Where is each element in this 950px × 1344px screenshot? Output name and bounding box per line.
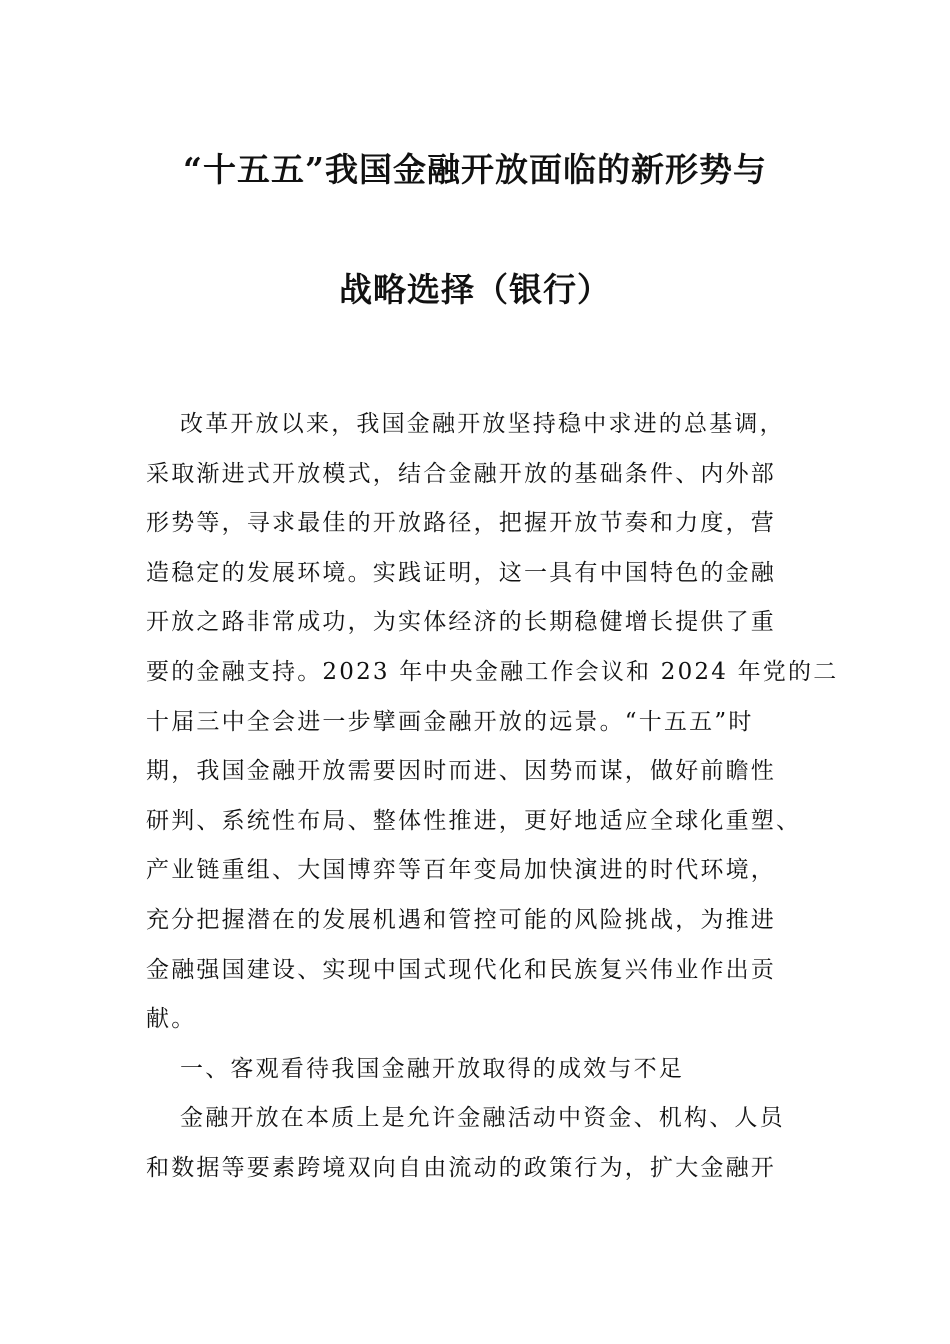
- document-title-line-1: “十五五”我国金融开放面临的新形势与: [183, 150, 767, 189]
- document-body: [146, 400, 839, 1194]
- paragraph-1-line: 十届三中全会进一步擘画金融开放的远景。“十五五”时: [146, 708, 754, 735]
- paragraph-1-line: 献。: [146, 1006, 197, 1033]
- paragraph-1-line: 造稳定的发展环境。实践证明，这一具有中国特色的金融: [146, 559, 776, 586]
- paragraph-2-line: 金融开放在本质上是允许金融活动中资金、机构、人员: [180, 1105, 785, 1132]
- paragraph-1-line: 产业链重组、大国博弈等百年变局加快演进的时代环境，: [146, 857, 776, 884]
- paragraph-1-line: 改革开放以来，我国金融开放坚持稳中求进的总基调，: [180, 411, 785, 437]
- paragraph-1-line: 研判、系统性布局、整体性推进，更好地适应全球化重塑、: [146, 807, 802, 834]
- paragraph-1-line: 金融强国建设、实现中国式现代化和民族复兴伟业作出贡: [146, 956, 776, 983]
- paragraph-1-line: 采取渐进式开放模式，结合金融开放的基础条件、内外部: [146, 460, 776, 487]
- paragraph-1-line: 充分把握潜在的发展机遇和管控可能的风险挑战，为推进: [146, 906, 776, 933]
- paragraph-1-line: 形势等，寻求最佳的开放路径，把握开放节奏和力度，营: [146, 510, 776, 537]
- paragraph-1-line: 期，我国金融开放需要因时而进、因势而谋，做好前瞻性: [146, 758, 776, 785]
- paragraph-1-line: 开放之路非常成功，为实体经济的长期稳健增长提供了重: [146, 609, 776, 636]
- document-title-line-2: 战略选择（银行）: [339, 270, 611, 309]
- paragraph-1-line: 要的金融支持。2023 年中央金融工作会议和 2024 年党的二: [146, 658, 839, 685]
- section-heading-1: 一、客观看待我国金融开放取得的成效与不足: [180, 1055, 684, 1082]
- paragraph-2-line: 和数据等要素跨境双向自由流动的政策行为，扩大金融开: [146, 1154, 776, 1181]
